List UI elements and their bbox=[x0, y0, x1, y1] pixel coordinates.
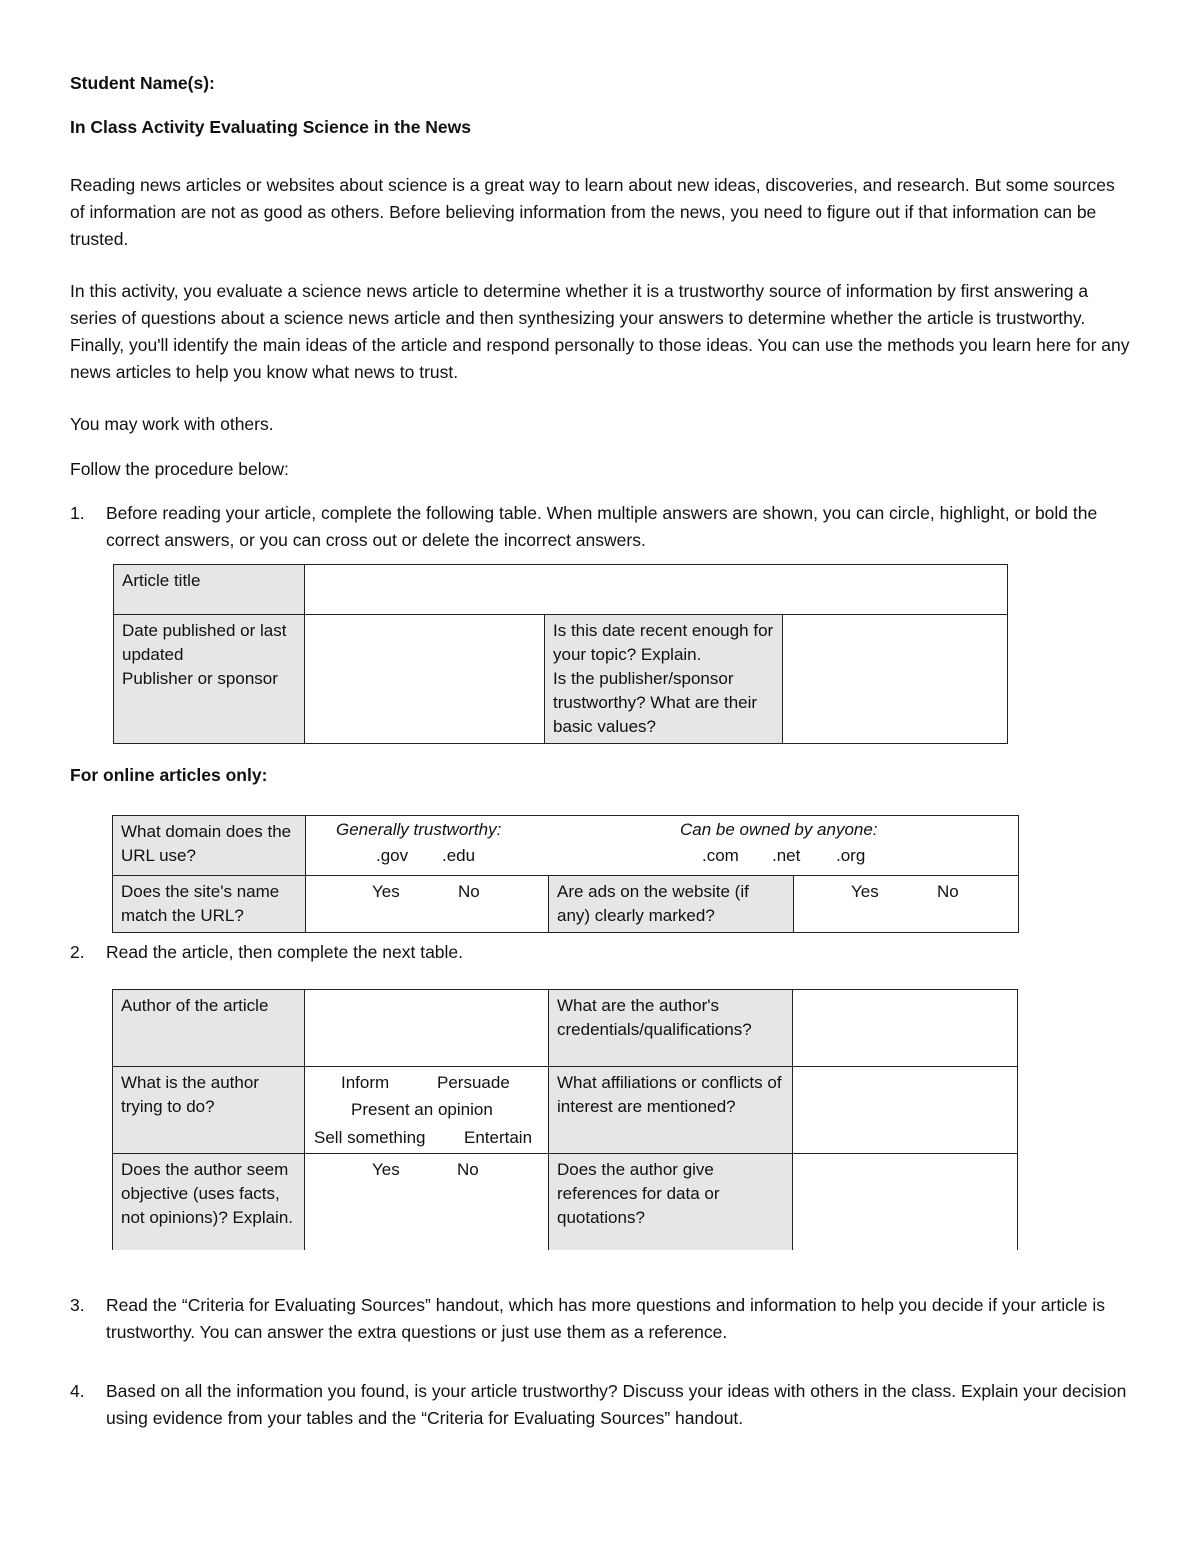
purpose-present-opinion[interactable]: Present an opinion bbox=[351, 1100, 493, 1119]
intro-paragraph-4: Follow the procedure below: bbox=[70, 459, 289, 479]
ads-question: Are ads on the website (if any) clearly marked? bbox=[549, 876, 794, 933]
author-label: Author of the article bbox=[113, 990, 305, 1067]
ads-no[interactable]: No bbox=[937, 882, 959, 901]
affiliations-question: What affiliations or conflicts of interest are mentioned? bbox=[549, 1067, 793, 1154]
date-label: Date published or last updated bbox=[122, 621, 287, 664]
intro-paragraph-3: You may work with others. bbox=[70, 414, 274, 434]
student-name-label: Student Name(s): bbox=[70, 73, 215, 93]
name-match-no[interactable]: No bbox=[458, 882, 480, 901]
article-title-field[interactable] bbox=[305, 565, 1008, 615]
domain-option-org[interactable]: .org bbox=[836, 846, 866, 865]
objective-question: Does the author seem objective (uses facts, not opinions)? Explain. bbox=[113, 1154, 305, 1250]
step-number: 2. bbox=[70, 942, 85, 962]
date-publisher-label bbox=[114, 615, 305, 744]
step-text: Based on all the information you found, is your article trustworthy? Discuss your ideas with others in the class. Explain your decision using evidence from your tables and the “Criteria for Evaluating Sources” handout. bbox=[106, 1381, 1127, 1428]
author-table bbox=[112, 989, 1018, 1250]
purpose-sell-something[interactable]: Sell something bbox=[314, 1128, 426, 1147]
credentials-question: What are the author's credentials/qualifications? bbox=[549, 990, 793, 1067]
anyone-label: Can be owned by anyone: bbox=[680, 820, 878, 839]
purpose-question: What is the author trying to do? bbox=[113, 1067, 305, 1154]
step-text: Read the “Criteria for Evaluating Sources” handout, which has more questions and information to help you decide if your article is trustworthy. You can answer the extra questions or just use them as a reference. bbox=[106, 1295, 1106, 1342]
online-article-table bbox=[112, 815, 1019, 933]
affiliations-field[interactable] bbox=[793, 1067, 1018, 1154]
author-field[interactable] bbox=[305, 990, 549, 1067]
date-publisher-questions bbox=[545, 615, 783, 744]
purpose-options bbox=[305, 1067, 549, 1154]
publisher-label: Publisher or sponsor bbox=[122, 669, 278, 688]
online-articles-heading: For online articles only: bbox=[70, 765, 268, 785]
date-publisher-field[interactable] bbox=[305, 615, 545, 744]
domain-option-gov[interactable]: .gov bbox=[376, 846, 409, 865]
trustworthy-label: Generally trustworthy: bbox=[336, 820, 502, 839]
name-match-question: Does the site's name match the URL? bbox=[113, 876, 306, 933]
step-number: 4. bbox=[70, 1381, 85, 1401]
page-title: In Class Activity Evaluating Science in the News bbox=[70, 117, 472, 137]
credentials-field[interactable] bbox=[793, 990, 1018, 1067]
name-match-options bbox=[306, 876, 549, 933]
references-question: Does the author give references for data or quotations? bbox=[549, 1154, 793, 1250]
purpose-entertain[interactable]: Entertain bbox=[464, 1128, 533, 1147]
ads-yes[interactable]: Yes bbox=[851, 882, 879, 901]
intro-paragraph-1: Reading news articles or websites about science is a great way to learn about new ideas, discoveries, and research. But some sources of information are not as good as others. Before believing information from the news, you need to figure out if that information can be trusted. bbox=[70, 175, 1115, 249]
domain-option-com[interactable]: .com bbox=[702, 846, 739, 865]
step-number: 3. bbox=[70, 1295, 85, 1315]
purpose-inform[interactable]: Inform bbox=[341, 1073, 390, 1092]
ads-options bbox=[794, 876, 1019, 933]
publisher-question: Is the publisher/sponsor trustworthy? What are their basic values? bbox=[553, 669, 758, 736]
domain-question: What domain does the URL use? bbox=[113, 816, 306, 876]
objective-no[interactable]: No bbox=[457, 1160, 479, 1179]
objective-options bbox=[305, 1154, 549, 1250]
date-publisher-answer-field[interactable] bbox=[783, 615, 1008, 744]
references-field[interactable] bbox=[793, 1154, 1018, 1250]
article-info-table bbox=[113, 564, 1008, 744]
purpose-persuade[interactable]: Persuade bbox=[437, 1073, 510, 1092]
name-match-yes[interactable]: Yes bbox=[372, 882, 400, 901]
recent-question: Is this date recent enough for your topic? Explain. bbox=[553, 621, 774, 664]
step-text: Read the article, then complete the next table. bbox=[106, 942, 464, 962]
domain-option-net[interactable]: .net bbox=[772, 846, 801, 865]
objective-yes[interactable]: Yes bbox=[372, 1160, 400, 1179]
article-title-label: Article title bbox=[114, 565, 305, 615]
step-text: Before reading your article, complete the following table. When multiple answers are shown, you can circle, highlight, or bold the correct answers, or you can cross out or delete the incorrect answers. bbox=[106, 503, 1098, 550]
step-number: 1. bbox=[70, 503, 85, 523]
intro-paragraph-2: In this activity, you evaluate a science news article to determine whether it is a trustworthy source of information by first answering a series of questions about a science news article and then synthesizing your answers to determine whether the article is trustworthy. Finally, you'll identify the main ideas of the article and respond personally to those ideas. You can use the methods you learn here for any news articles to help you know what news to trust. bbox=[70, 281, 1130, 382]
domain-option-edu[interactable]: .edu bbox=[442, 846, 476, 865]
domain-options-cell bbox=[306, 816, 1019, 876]
